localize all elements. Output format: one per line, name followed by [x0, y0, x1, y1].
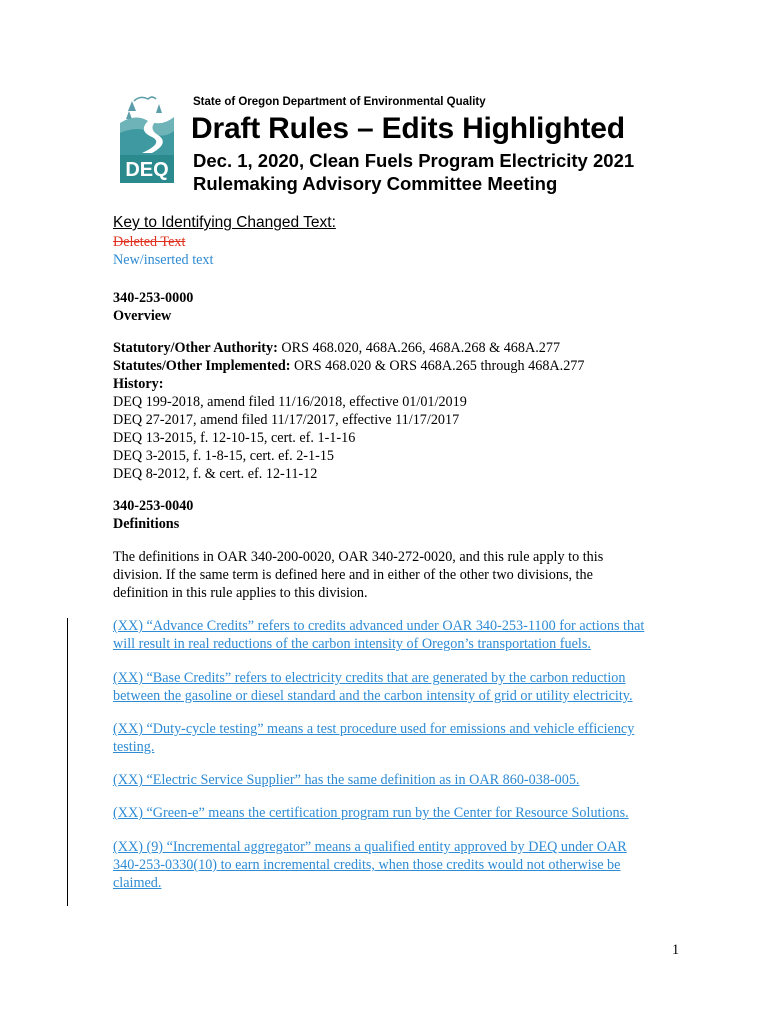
rule-number: 340-253-0000 — [113, 290, 194, 306]
subtitle-line-2: Rulemaking Advisory Committee Meeting — [193, 173, 558, 194]
implemented-line — [113, 358, 683, 375]
change-bar — [67, 618, 68, 906]
history-item: DEQ 13-2015, f. 12-10-15, cert. ef. 1-1-16 — [113, 430, 356, 446]
intro-line: definition in this rule applies to this division. — [113, 585, 368, 601]
definition-incremental-aggregator — [113, 839, 683, 892]
definition-line: will result in real reductions of the carbon intensity of Oregon’s transportation fuels. — [113, 636, 591, 652]
definition-advance-credits — [113, 618, 683, 653]
subtitle-line-1: Dec. 1, 2020, Clean Fuels Program Electricity 2021 — [193, 150, 635, 171]
history-label: History: — [113, 376, 164, 392]
intro-line: division. If the same term is defined here and in either of the other two divisions, the — [113, 567, 593, 583]
history-item: DEQ 27-2017, amend filed 11/17/2017, effective 11/17/2017 — [113, 412, 460, 428]
rule-name: Definitions — [113, 516, 180, 532]
definition-line: 340-253-0330(10) to earn incremental credits, when those credits would not otherwise be — [113, 857, 621, 873]
implemented-value: ORS 468.020 & ORS 468A.265 through 468A.277 — [290, 358, 585, 374]
history-item: DEQ 199-2018, amend filed 11/16/2018, effective 01/01/2019 — [113, 394, 467, 410]
key-heading: Key to Identifying Changed Text: — [113, 214, 336, 231]
history-item: DEQ 3-2015, f. 1-8-15, cert. ef. 2-1-15 — [113, 448, 335, 464]
deq-logo — [118, 93, 176, 185]
svg-text:DEQ: DEQ — [125, 159, 169, 181]
key-inserted-text: New/inserted text — [113, 252, 214, 268]
rule-overview — [113, 290, 683, 325]
authority-line — [113, 340, 683, 357]
definition-line: (XX) “Base Credits” refers to electricity credits that are generated by the carbon reduction — [113, 670, 626, 686]
definition-line: (XX) (9) “Incremental aggregator” means a qualified entity approved by DEQ under OAR — [113, 839, 627, 855]
definition-line: claimed. — [113, 875, 162, 891]
rule-number: 340-253-0040 — [113, 498, 194, 514]
definition-line: (XX) “Electric Service Supplier” has the same definition as in OAR 860-038-005. — [113, 772, 580, 788]
definitions-intro — [113, 549, 683, 602]
document-title: Draft Rules – Edits Highlighted — [191, 112, 625, 145]
definition-line: testing. — [113, 739, 155, 755]
definition-duty-cycle-testing — [113, 721, 683, 756]
implemented-label: Statutes/Other Implemented: — [113, 358, 291, 374]
definition-electric-service-supplier — [113, 772, 683, 789]
rule-definitions — [113, 498, 683, 533]
definition-line: (XX) “Green-e” means the certification program run by the Center for Resource Solutions. — [113, 805, 629, 821]
agency-name: State of Oregon Department of Environmental Quality — [193, 96, 486, 108]
definition-line: (XX) “Duty-cycle testing” means a test procedure used for emissions and vehicle efficiency — [113, 721, 635, 737]
definition-base-credits — [113, 670, 683, 705]
page-number: 1 — [672, 942, 680, 958]
definition-line: between the gasoline or diesel standard and the carbon intensity of grid or utility electricity. — [113, 688, 633, 704]
key-legend — [113, 234, 683, 269]
document-subtitle — [193, 149, 634, 195]
authority-value: ORS 468.020, 468A.266, 468A.268 & 468A.277 — [277, 340, 561, 356]
rule-name: Overview — [113, 308, 172, 324]
intro-line: The definitions in OAR 340-200-0020, OAR 340-272-0020, and this rule apply to this — [113, 549, 604, 565]
definition-green-e — [113, 805, 683, 822]
history-item: DEQ 8-2012, f. & cert. ef. 12-11-12 — [113, 466, 318, 482]
authority-label: Statutory/Other Authority: — [113, 340, 278, 356]
definition-line: (XX) “Advance Credits” refers to credits advanced under OAR 340-253-1100 for actions that — [113, 618, 645, 634]
key-deleted-text: Deleted Text — [113, 234, 186, 250]
rule-overview-authority — [113, 340, 683, 483]
